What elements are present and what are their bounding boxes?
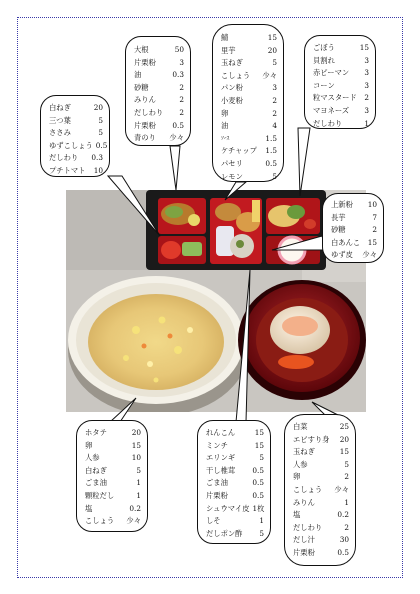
soup-bowl <box>238 280 366 400</box>
ingredient-row: ゆずこしょう 0.5 <box>49 140 108 150</box>
ingredient-row: 片栗粉 0.5 <box>134 120 184 130</box>
ingredient-bubble-hotate <box>76 420 148 532</box>
ingredient-row: 卵 2 <box>293 472 349 482</box>
ingredient-row: マヨネーズ 3 <box>313 105 369 115</box>
ingredient-row: 白あんこ 15 <box>331 237 377 247</box>
ingredient-row: みりん 2 <box>134 95 184 105</box>
ingredient-row: 里芋 20 <box>221 45 277 55</box>
ingredient-row: エビすり身 20 <box>293 434 349 444</box>
ingredient-row: 青のり 少々 <box>134 133 184 143</box>
ingredient-row: 砂糖 2 <box>331 225 377 235</box>
ingredient-row: ｿｰｽ 1.5 <box>221 133 277 143</box>
ingredient-row: 油 4 <box>221 121 277 131</box>
ingredient-row: だしわり 1 <box>313 118 369 128</box>
ingredient-row: 赤ピーマン 3 <box>313 68 369 78</box>
ingredient-row: ホタテ 20 <box>85 428 141 437</box>
ingredient-row: エリンギ 5 <box>206 453 264 463</box>
ingredient-row: コーン 3 <box>313 80 369 90</box>
ingredient-bubble-joshinko <box>322 193 384 263</box>
ingredient-row: 白ねぎ 5 <box>85 465 141 475</box>
ingredient-row: 片栗粉 0.5 <box>293 547 349 557</box>
ingredient-row: こしょう 少々 <box>221 70 277 80</box>
ingredient-row: 卵 15 <box>85 440 141 450</box>
ingredient-bubble-saba <box>212 24 284 182</box>
ingredient-row: みりん 1 <box>293 497 349 507</box>
ingredient-row: プチトマト 10 <box>49 165 103 175</box>
ingredient-row: こしょう 少々 <box>85 516 141 526</box>
ingredient-row: だしわり 0.3 <box>49 153 103 163</box>
ingredient-row: 三つ葉 5 <box>49 115 103 125</box>
ingredient-row: レモン 5 <box>221 171 277 181</box>
ingredient-row: 片栗粉 3 <box>134 57 184 67</box>
bento-box <box>146 190 326 270</box>
ingredient-row: ごま油 0.5 <box>206 478 264 488</box>
ingredient-row: だしポン酢 5 <box>206 528 264 538</box>
ingredient-row: だしわり 2 <box>134 107 184 117</box>
ingredient-bubble-renkon <box>197 420 271 544</box>
ingredient-row: 白ねぎ 20 <box>49 103 103 112</box>
ingredient-row: 長芋 7 <box>331 212 377 222</box>
ingredient-row: ごま油 1 <box>85 478 141 488</box>
ingredient-row: ミンチ 15 <box>206 440 264 450</box>
ingredient-row: 玉ねぎ 5 <box>221 58 277 68</box>
ingredient-row: 卵 2 <box>221 108 277 118</box>
ingredient-row: 顆粒だし 1 <box>85 490 141 500</box>
ingredient-row: 干し椎茸 0.5 <box>206 465 264 475</box>
ingredient-row: 油 0.3 <box>134 70 184 80</box>
ingredient-row: 大根 50 <box>134 45 184 54</box>
ingredient-bubble-daikon <box>125 36 191 146</box>
ingredient-row: 玉ねぎ 15 <box>293 447 349 457</box>
ingredient-row: だしわり 2 <box>293 522 349 532</box>
ingredient-row: ささみ 5 <box>49 128 103 138</box>
ingredient-row: しそ 1 <box>206 516 264 526</box>
ingredient-row: こしょう 少々 <box>293 484 349 494</box>
ingredient-row: シュウマイ皮 1枚 <box>206 503 265 513</box>
meal-photo <box>66 190 366 412</box>
ingredient-bubble-shironegi <box>40 95 110 177</box>
ingredient-row: だし汁 30 <box>293 535 349 545</box>
ingredient-row: ごぼう 15 <box>313 43 369 52</box>
ingredient-row: 人参 10 <box>85 453 141 463</box>
ingredient-row: 人参 5 <box>293 459 349 469</box>
ingredient-row: 粒マスタード 2 <box>313 93 369 103</box>
ingredient-bubble-hakusai <box>284 414 356 566</box>
ingredient-row: 白菜 25 <box>293 422 349 431</box>
ingredient-row: 片栗粉 0.5 <box>206 490 264 500</box>
ingredient-row: 鯖 15 <box>221 33 277 42</box>
ingredient-row: 砂糖 2 <box>134 82 184 92</box>
ingredient-row: ケチャップ 1.5 <box>221 146 277 156</box>
ingredient-row: れんこん 15 <box>206 428 264 437</box>
ingredient-row: パセリ 0.5 <box>221 158 277 168</box>
ingredient-row: 上新粉 10 <box>331 200 377 209</box>
ingredient-row: ゆず皮 少々 <box>331 250 377 260</box>
ingredient-bubble-gobou <box>304 35 376 129</box>
ingredient-row: 塩 0.2 <box>293 510 349 520</box>
ingredient-row: 塩 0.2 <box>85 503 141 513</box>
ingredient-row: パン粉 3 <box>221 83 277 93</box>
ingredient-row: 小麦粉 2 <box>221 95 277 105</box>
ingredient-row: 貝割れ 3 <box>313 55 369 65</box>
